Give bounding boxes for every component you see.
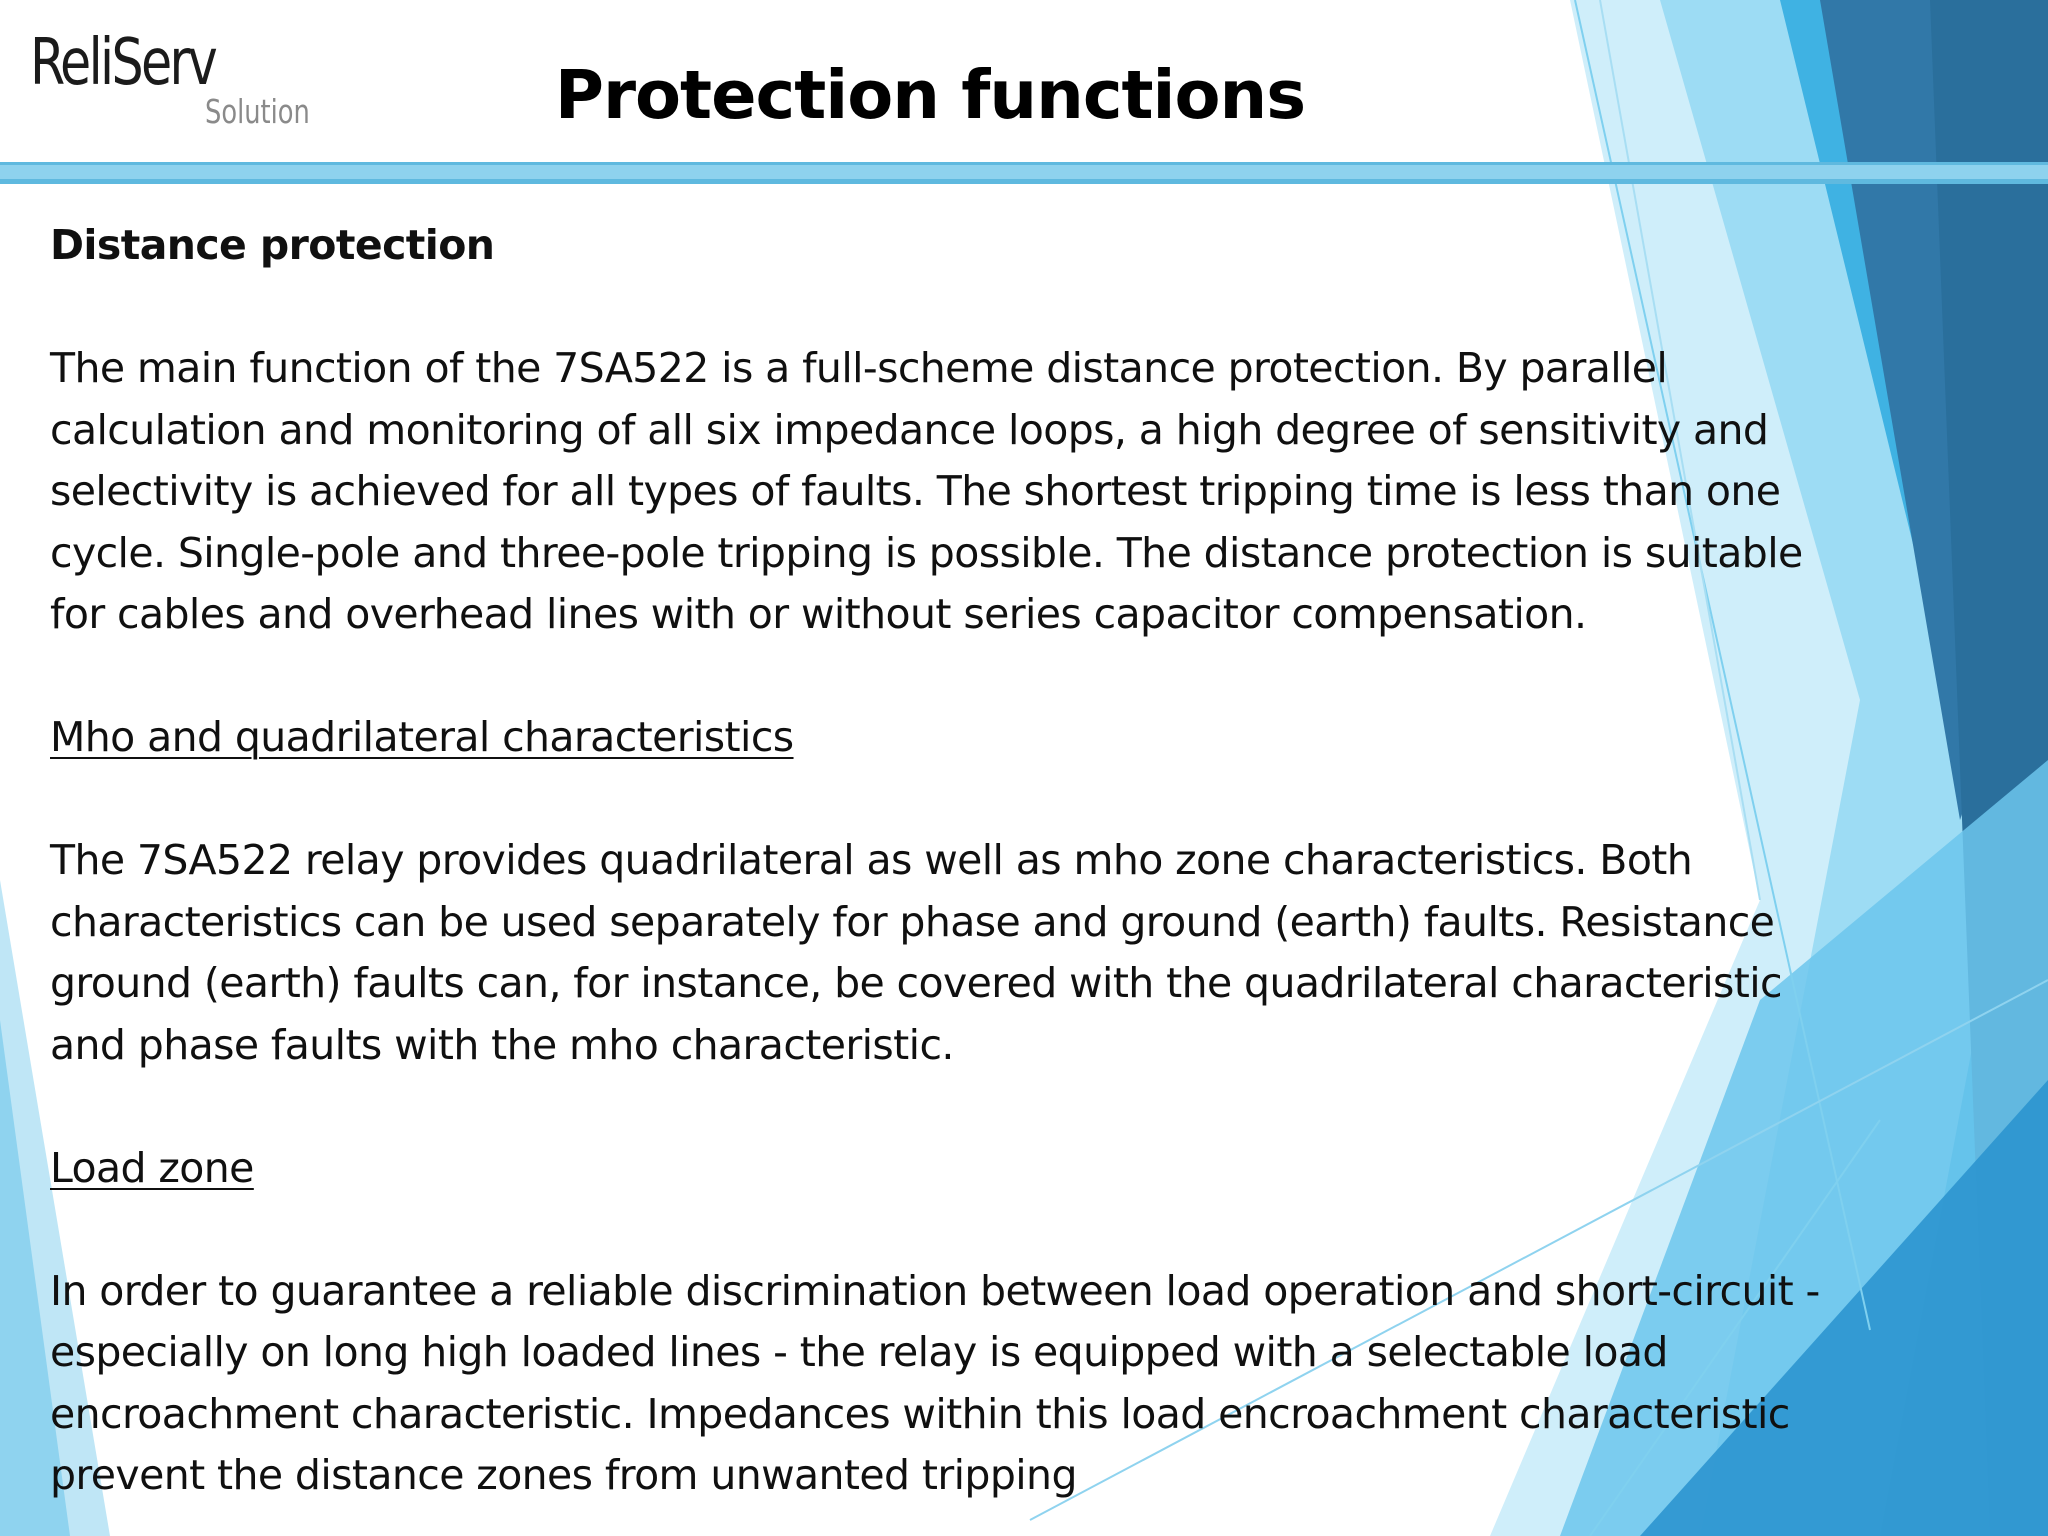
section-heading-mho-quadrilateral: Mho and quadrilateral characteristics: [50, 713, 794, 761]
paragraph-line: In order to guarantee a reliable discrimination between load operation and short-circuit -: [50, 1266, 1820, 1315]
spacer: [50, 646, 1950, 708]
logo-tagline: Solution: [205, 92, 310, 131]
spacer: [50, 769, 1950, 831]
reliserv-logo: [30, 28, 330, 138]
slide-title: Protection functions: [554, 56, 1306, 134]
paragraph-line: The main function of the 7SA522 is a full-scheme distance protection. By parallel: [50, 344, 1668, 392]
logo-name: ReliServ: [30, 26, 216, 100]
paragraph-line: for cables and overhead lines with or without series capacitor compensation.: [50, 590, 1587, 638]
paragraph-line: encroachment characteristic. Impedances within this load encroachment characteristic: [50, 1389, 1790, 1438]
section-heading-distance-protection: Distance protection: [50, 221, 495, 269]
paragraph-line: and phase faults with the mho characteristic.: [50, 1020, 954, 1069]
paragraph-line: ground (earth) faults can, for instance, be covered with the quadrilateral characteristic: [50, 959, 1782, 1007]
paragraph-line: characteristics can be used separately for phase and ground (earth) faults. Resistance: [50, 897, 1775, 946]
paragraph-line: prevent the distance zones from unwanted tripping: [50, 1451, 1077, 1499]
paragraph-line: selectivity is achieved for all types of faults. The shortest tripping time is less than one: [50, 467, 1781, 515]
paragraph-line: especially on long high loaded lines - the relay is equipped with a selectable load: [50, 1328, 1668, 1376]
spacer: [50, 1076, 1950, 1138]
paragraph-line: calculation and monitoring of all six impedance loops, a high degree of sensitivity and: [50, 405, 1769, 454]
section-heading-load-zone: Load zone: [50, 1143, 254, 1192]
spacer: [50, 277, 1950, 339]
slide-content: [50, 215, 1950, 1507]
spacer: [50, 1199, 1950, 1261]
paragraph-line: The 7SA522 relay provides quadrilateral as well as mho zone characteristics. Both: [50, 836, 1693, 884]
paragraph-line: cycle. Single-pole and three-pole tripping is possible. The distance protection is suitable: [50, 528, 1803, 577]
